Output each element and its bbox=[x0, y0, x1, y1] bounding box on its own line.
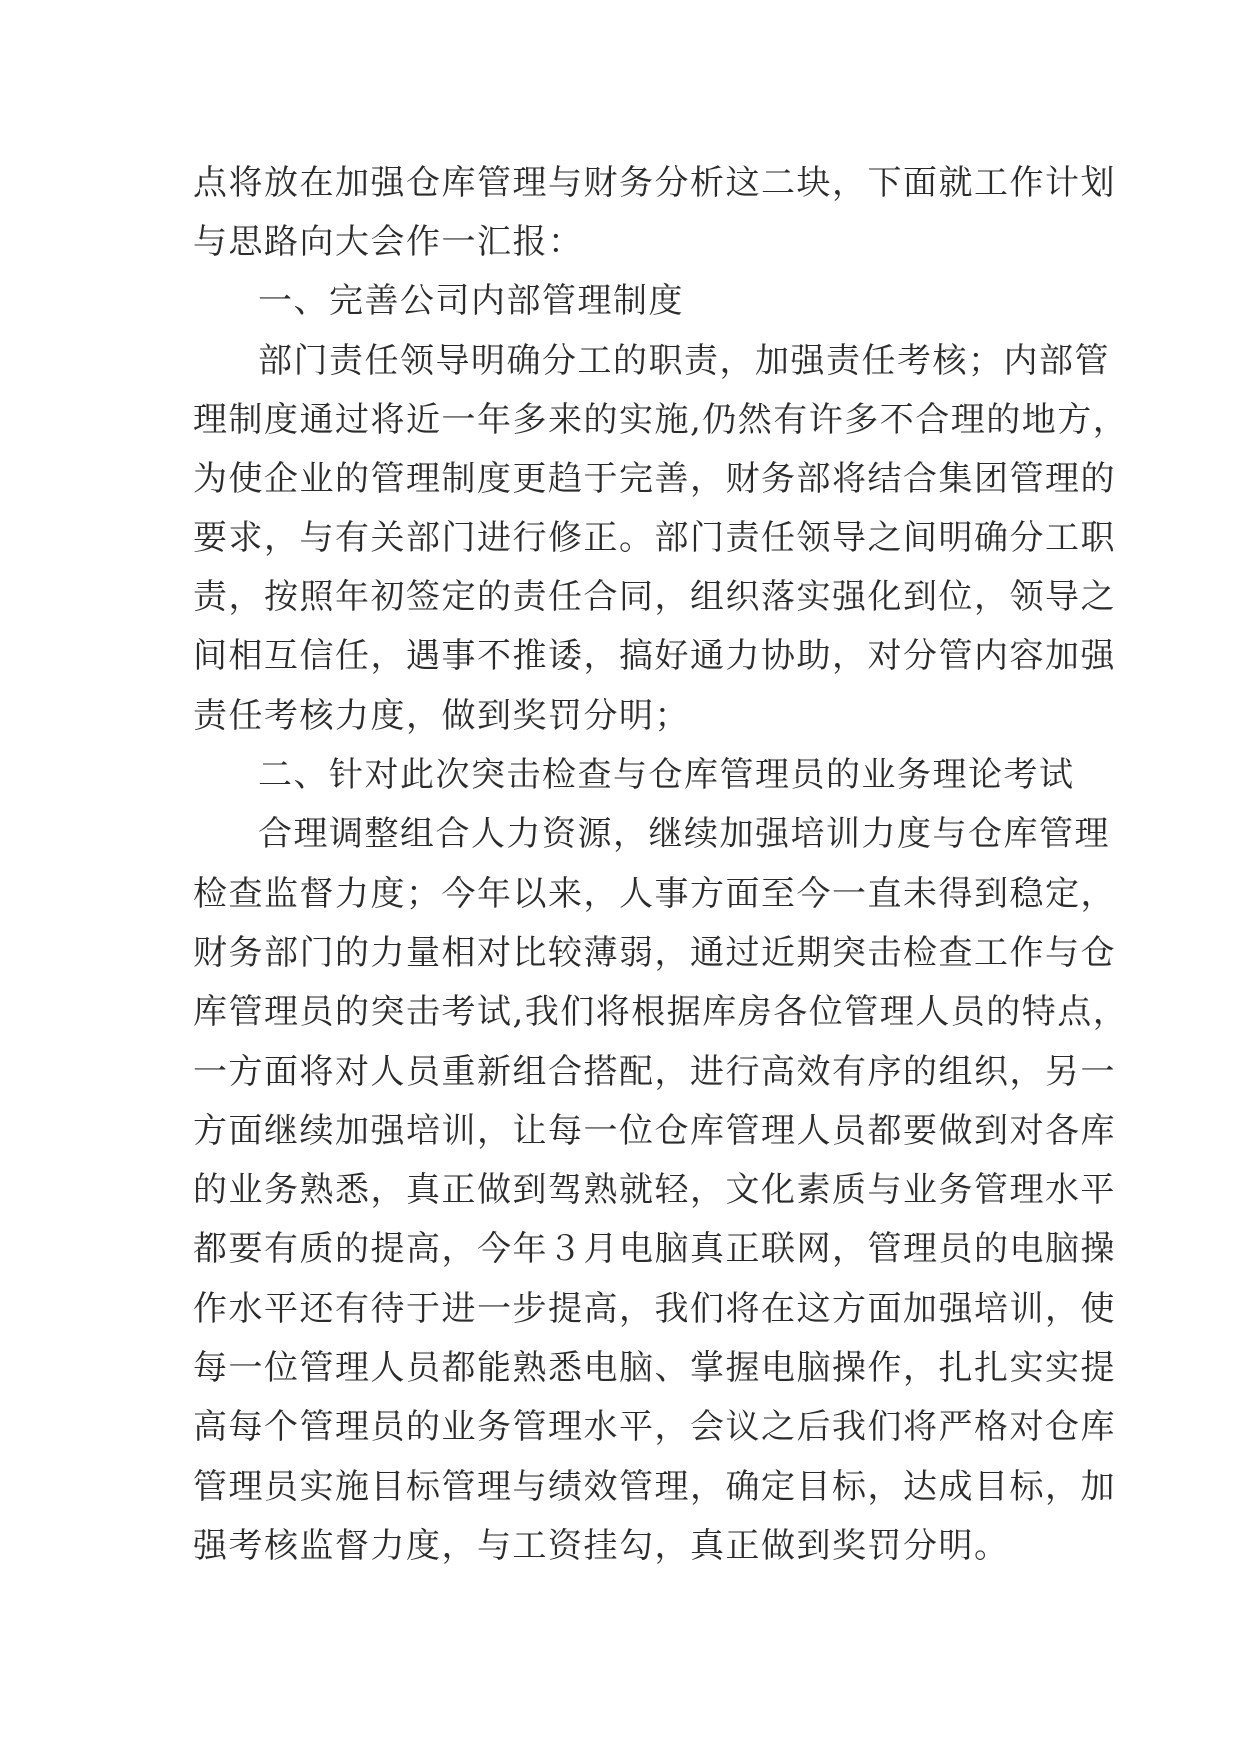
section-heading-1: 一、完善公司内部管理制度 bbox=[258, 281, 684, 321]
text-line-2: 与思路向大会作一汇报： bbox=[193, 222, 584, 262]
text-line-14: 财务部门的力量相对比较薄弱，通过近期突击检查工作与仓 bbox=[193, 933, 1116, 973]
text-line-24: 强考核监督力度，与工资挂勾，真正做到奖罚分明。 bbox=[193, 1526, 1010, 1566]
text-line-23: 管理员实施目标管理与绩效管理，确定目标，达成目标，加 bbox=[193, 1467, 1116, 1507]
text-line-17: 方面继续加强培训，让每一位仓库管理人员都要做到对各库 bbox=[193, 1111, 1116, 1151]
text-line-18: 的业务熟悉，真正做到驾熟就轻，文化素质与业务管理水平 bbox=[193, 1170, 1116, 1210]
text-line-12: 合理调整组合人力资源，继续加强培训力度与仓库管理 bbox=[258, 814, 1110, 854]
text-line-21: 每一位管理人员都能熟悉电脑、掌握电脑操作，扎扎实实提 bbox=[193, 1348, 1116, 1388]
text-line-8: 责，按照年初签定的责任合同，组织落实强化到位，领导之 bbox=[193, 577, 1116, 617]
text-line-1: 点将放在加强仓库管理与财务分析这二块，下面就工作计划 bbox=[193, 163, 1116, 203]
text-line-9: 间相互信任，遇事不推诿，搞好通力协助，对分管内容加强 bbox=[193, 636, 1116, 676]
text-line-16: 一方面将对人员重新组合搭配，进行高效有序的组织，另一 bbox=[193, 1052, 1116, 1092]
text-line-19: 都要有质的提高，今年３月电脑真正联网，管理员的电脑操 bbox=[193, 1229, 1116, 1269]
text-line-20: 作水平还有待于进一步提高，我们将在这方面加强培训，使 bbox=[193, 1289, 1116, 1329]
text-line-5: 理制度通过将近一年多来的实施,仍然有许多不合理的地方， bbox=[193, 400, 1129, 440]
text-line-22: 高每个管理员的业务管理水平，会议之后我们将严格对仓库 bbox=[193, 1407, 1116, 1447]
text-line-7: 要求，与有关部门进行修正。部门责任领导之间明确分工职 bbox=[193, 518, 1116, 558]
text-line-13: 检查监督力度；今年以来，人事方面至今一直未得到稳定， bbox=[193, 874, 1116, 914]
text-line-6: 为使企业的管理制度更趋于完善，财务部将结合集团管理的 bbox=[193, 459, 1116, 499]
section-heading-2: 二、针对此次突击检查与仓库管理员的业务理论考试 bbox=[258, 755, 1075, 795]
text-line-4: 部门责任领导明确分工的职责，加强责任考核；内部管 bbox=[258, 341, 1110, 381]
text-line-10: 责任考核力度，做到奖罚分明； bbox=[193, 696, 690, 736]
text-line-15: 库管理员的突击考试,我们将根据库房各位管理人员的特点， bbox=[193, 992, 1129, 1032]
